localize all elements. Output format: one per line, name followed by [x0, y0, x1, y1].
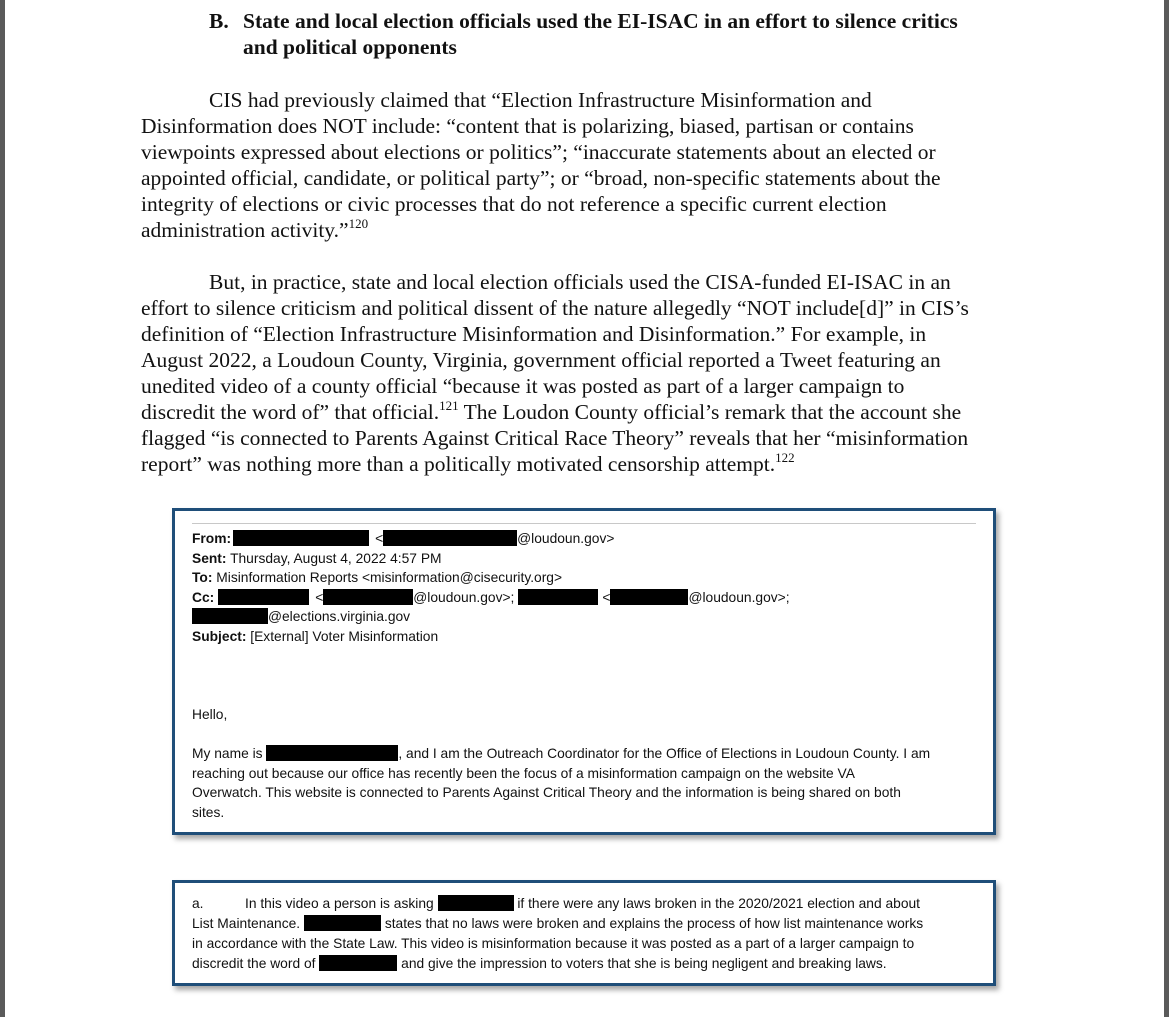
email-body-text: My name is: [192, 746, 267, 762]
redaction-bar: [266, 745, 398, 761]
angle-bracket: <: [602, 589, 611, 605]
cc-label: Cc:: [192, 589, 215, 605]
excerpt-text: states that no laws were broken and explains the process of how list maintenance works: [380, 916, 924, 931]
email-body-line: [192, 744, 982, 764]
paragraph-line: CIS had previously claimed that “Election Infrastructure Misinformation and: [209, 88, 872, 112]
report-excerpt: [192, 894, 987, 974]
subject-value: [External] Voter Misinformation: [246, 628, 439, 644]
paragraph-line: [141, 217, 1031, 243]
from-label: From:: [192, 531, 232, 546]
sent-value: Thursday, August 4, 2022 4:57 PM: [226, 550, 442, 566]
redaction-bar: [233, 530, 369, 546]
excerpt-line: [192, 894, 987, 914]
excerpt-text: if there were any laws broken in the 2020/2021 election and about: [513, 896, 921, 911]
redaction-bar: [518, 589, 598, 605]
spacer: [192, 725, 982, 745]
email-from-row: [192, 529, 982, 549]
redaction-bar: [610, 589, 688, 605]
redaction-bar: [304, 915, 381, 931]
paragraph-line: definition of “Election Infrastructure Misinformation and Disinformation.” For example, in: [141, 322, 927, 346]
email-cc-row: [192, 588, 982, 608]
subject-label: Subject:: [192, 628, 247, 644]
email-greeting: Hello,: [192, 707, 228, 722]
paragraph-line-text: report” was nothing more than a politically motivated censorship attempt.: [141, 452, 776, 476]
section-title: [243, 8, 1033, 60]
paragraph-line: But, in practice, state and local election officials used the CISA-funded EI-ISAC in an: [209, 270, 951, 294]
email-subject-row: [192, 627, 982, 647]
excerpt-text: List Maintenance.: [192, 916, 304, 931]
to-value: Misinformation Reports <misinformation@cisecurity.org>: [212, 570, 563, 586]
paragraph-line: [141, 451, 1031, 477]
footnote-120: 120: [348, 216, 369, 231]
page-edge-right: [1164, 0, 1169, 1017]
email-sent-row: [192, 549, 982, 569]
redaction-bar: [192, 608, 268, 624]
redaction-bar: [383, 530, 517, 546]
paragraph-line: Disinformation does NOT include: “content that is polarizing, biased, partisan or contains: [141, 114, 914, 138]
angle-bracket: <: [375, 531, 384, 546]
paragraph-2: [141, 269, 1031, 477]
paragraph-line-text: The Loudon County official’s remark that the account she: [458, 400, 962, 424]
footnote-121: 121: [439, 398, 459, 413]
page-edge-left: [0, 0, 5, 1017]
divider: [192, 523, 976, 524]
cc-domain-2: @loudoun.gov>;: [688, 589, 790, 605]
email-body: [192, 705, 982, 823]
redaction-bar: [319, 955, 397, 971]
paragraph-line: integrity of elections or civic processes that do not reference a specific current election: [141, 192, 887, 216]
angle-bracket: <: [315, 589, 324, 605]
email-body-text: , and I am the Outreach Coordinator for the Office of Elections in Loudoun County. I am: [398, 746, 931, 762]
email-to-row: [192, 568, 982, 588]
excerpt-text: discredit the word of: [192, 956, 320, 971]
paragraph-line: flagged “is connected to Parents Against Critical Race Theory” reveals that her “misinformation: [141, 426, 969, 450]
excerpt-text: In this video a person is asking: [245, 896, 438, 911]
paragraph-line-text: administration activity.”: [141, 218, 349, 242]
paragraph-line: unedited video of a county official “because it was posted as part of a larger campaign to: [141, 374, 905, 398]
email-body-line: reaching out because our office has recently been the focus of a misinformation campaign on the website VA: [192, 765, 855, 781]
paragraph-1: [141, 87, 1031, 243]
section-title-line-2: and political opponents: [243, 35, 457, 59]
email-cc-row-2: [192, 607, 982, 627]
from-domain: @loudoun.gov>: [517, 531, 615, 546]
email-exhibit: [172, 508, 996, 835]
section-label: B.: [209, 9, 229, 33]
excerpt-line: in accordance with the State Law. This video is misinformation because it was posted as a part of a larger campaign to: [192, 936, 915, 951]
cc-domain-1: @loudoun.gov>;: [413, 589, 515, 605]
redaction-bar: [218, 589, 309, 605]
excerpt-text: and give the impression to voters that she is being negligent and breaking laws.: [397, 956, 887, 971]
paragraph-line: effort to silence criticism and political dissent of the nature allegedly “NOT include[d]” in CIS’s: [141, 296, 969, 320]
sent-label: Sent:: [192, 550, 227, 566]
cc-domain-3: @elections.virginia.gov: [268, 609, 411, 625]
paragraph-line: viewpoints expressed about elections or politics”; “inaccurate statements about an elected or: [141, 140, 936, 164]
report-excerpt-exhibit: [172, 880, 996, 986]
paragraph-line: [141, 399, 1031, 425]
to-label: To:: [192, 570, 213, 586]
paragraph-line: August 2022, a Loudoun County, Virginia, government official reported a Tweet featuring an: [141, 348, 941, 372]
email-body-line: Overwatch. This website is connected to Parents Against Critical Theory and the information is being shared on both: [192, 785, 901, 801]
email-body-line: sites.: [192, 804, 225, 820]
excerpt-line: [192, 954, 987, 974]
list-marker: a.: [192, 896, 204, 911]
redaction-bar: [323, 589, 413, 605]
section-title-line-1: State and local election officials used the EI-ISAC in an effort to silence critics: [243, 9, 958, 33]
paragraph-line-text: discredit the word of” that official.: [141, 400, 440, 424]
paragraph-line: appointed official, candidate, or political party”; or “broad, non-specific statements about the: [141, 166, 941, 190]
email-header: [192, 529, 982, 647]
footnote-122: 122: [775, 450, 795, 465]
redaction-bar: [438, 895, 514, 911]
excerpt-line: [192, 914, 987, 934]
